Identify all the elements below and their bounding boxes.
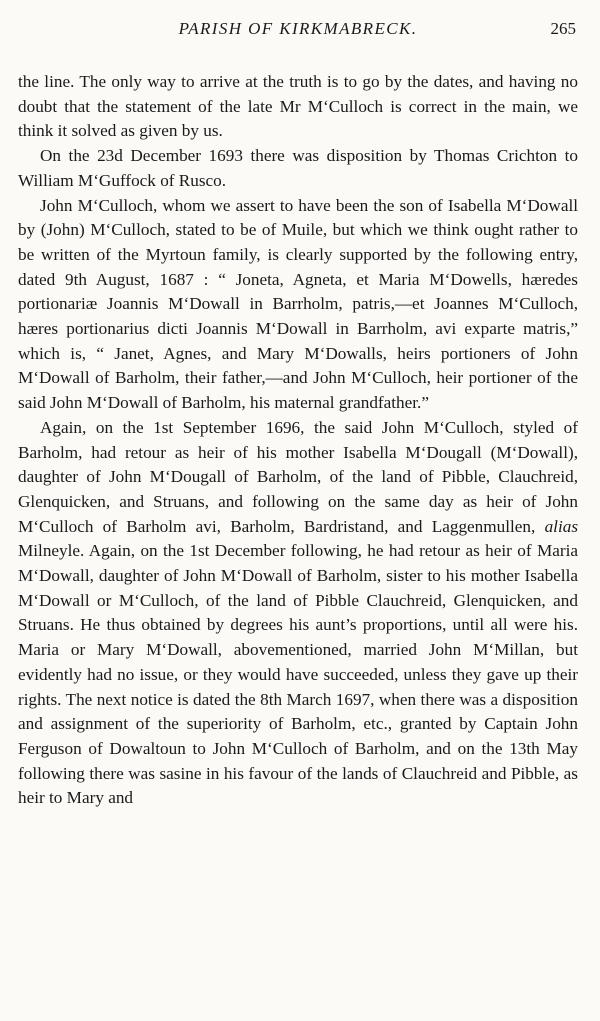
- body-text: [18, 70, 578, 811]
- paragraph-4-part-a: Again, on the 1st September 1696, the said John M‘Culloch, styled of Barholm, had retour as heir of his mother Isabella M‘Dougall (M‘Dowall), daughter of John M‘Dougall of Barholm, of the land of Pibble, Clauchreid, Glenquicken, and Struans, and following on the same day as heir of John M‘Culloch of Barholm avi, Barholm, Bardristand, and Laggenmullen,: [18, 417, 578, 536]
- paragraph-2: On the 23d December 1693 there was disposition by Thomas Crichton to William M‘Guffock of Rusco.: [18, 146, 578, 190]
- paragraph-3: John M‘Culloch, whom we assert to have been the son of Isabella M‘Dowall by (John) M‘Culloch, stated to be of Muile, but which we think ought rather to be written of the Myrtoun family, is clearly supported by the following entry, dated 9th August, 1687 : “ Joneta, Agneta, et Maria M‘Dowells, hæredes portionariæ Joannis M‘Dowall in Barrholm, patris,—et Joannes M‘Culloch, hæres portionarius dicti Joannis M‘Dowall in Barrholm, avi exparte matris,” which is, “ Janet, Agnes, and Mary M‘Dowalls, heirs portioners of John M‘Dowall of Barholm, their father,—and John M‘Culloch, heir portioner of the said John M‘Dowall of Barholm, his maternal grandfather.”: [18, 195, 578, 413]
- paragraph-4-part-b: Milneyle. Again, on the 1st December following, he had retour as heir of Maria M‘Dowall, daughter of John M‘Dowall of Barholm, sister to his mother Isabella M‘Dowall or M‘Culloch, of the land of Pibble Clauchreid, Glenquicken, and Struans. He thus obtained by degrees his aunt’s proportions, until all were his. Maria or Mary M‘Dowall, abovementioned, married John M‘Millan, but evidently had no issue, or they would have succeeded, unless they gave up their rights. The next notice is dated the 8th March 1697, when there was a disposition and assignment of the superiority of Barholm, etc., granted by Captain John Ferguson of Dowaltoun to John M‘Culloch of Barholm, and on the 13th May following there was sasine in his favour of the lands of Clauchreid and Pibble, as heir to Mary and: [18, 541, 578, 808]
- running-title: PARISH OF KIRKMABRECK.: [178, 19, 418, 38]
- page-header: [18, 18, 578, 46]
- paragraph-4: [18, 416, 578, 811]
- italic-alias: alias: [544, 516, 579, 536]
- page-number: 265: [550, 19, 576, 38]
- paragraph-1: the line. The only way to arrive at the truth is to go by the dates, and having no doubt that the statement of the late Mr M‘Culloch is correct in the main, we think it solved as given by us.: [18, 72, 578, 141]
- book-page: [18, 18, 578, 811]
